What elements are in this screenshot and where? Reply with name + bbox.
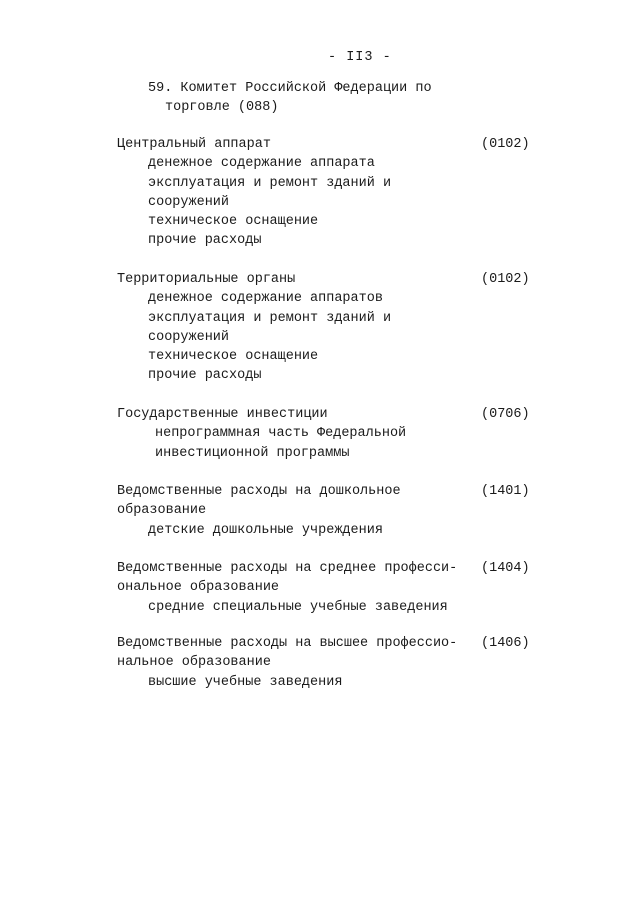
list-item: прочие расходы: [148, 368, 262, 384]
list-item: эксплуатация и ремонт зданий и: [148, 175, 392, 191]
section-code: (1406): [481, 636, 530, 651]
list-item: инвестиционной программы: [155, 445, 350, 461]
section-state-investments: [117, 405, 530, 463]
section-title-continuation: нальное образование: [117, 655, 271, 671]
section-code: (1404): [481, 561, 530, 576]
list-item: денежное содержание аппаратов: [148, 291, 383, 307]
section-secondary-vocational: [117, 559, 530, 617]
section-preschool-education: [117, 482, 530, 540]
section-title-continuation: образование: [117, 503, 207, 519]
section-title: Ведомственные расходы на дошкольное: [117, 484, 401, 499]
list-item: высшие учебные заведения: [148, 674, 343, 690]
section-higher-education: [117, 634, 530, 692]
section-title: Ведомственные расходы на высшее профессио-: [117, 636, 458, 651]
list-item: денежное содержание аппарата: [148, 156, 375, 172]
list-item: непрограммная часть Федеральной: [155, 426, 407, 442]
committee-heading: [148, 79, 432, 117]
section-title: Центральный аппарат: [117, 137, 271, 152]
section-code: (0102): [481, 272, 530, 287]
section-title-continuation: ональное образование: [117, 580, 280, 596]
section-code: (1401): [481, 484, 530, 499]
section-territorial-bodies: [117, 270, 530, 386]
section-central-apparatus: [117, 135, 530, 251]
list-item: эксплуатация и ремонт зданий и: [148, 310, 392, 326]
list-item: сооружений: [148, 329, 230, 345]
list-item: прочие расходы: [148, 233, 262, 249]
section-code: (0102): [481, 137, 530, 152]
section-code: (0706): [481, 407, 530, 422]
section-title: Ведомственные расходы на среднее професси-: [117, 561, 458, 576]
list-item: техническое оснащение: [148, 349, 319, 365]
heading-line-2: торговле (088): [165, 100, 279, 115]
list-item: техническое оснащение: [148, 214, 319, 230]
page-number: - II3 -: [328, 50, 392, 65]
list-item: детские дошкольные учреждения: [148, 522, 383, 538]
section-title: Государственные инвестиции: [117, 407, 328, 422]
list-item: средние специальные учебные заведения: [148, 599, 448, 615]
list-item: сооружений: [148, 194, 230, 210]
heading-line-1: 59. Комитет Российской Федерации по: [148, 81, 432, 96]
section-title: Территориальные органы: [117, 272, 296, 287]
